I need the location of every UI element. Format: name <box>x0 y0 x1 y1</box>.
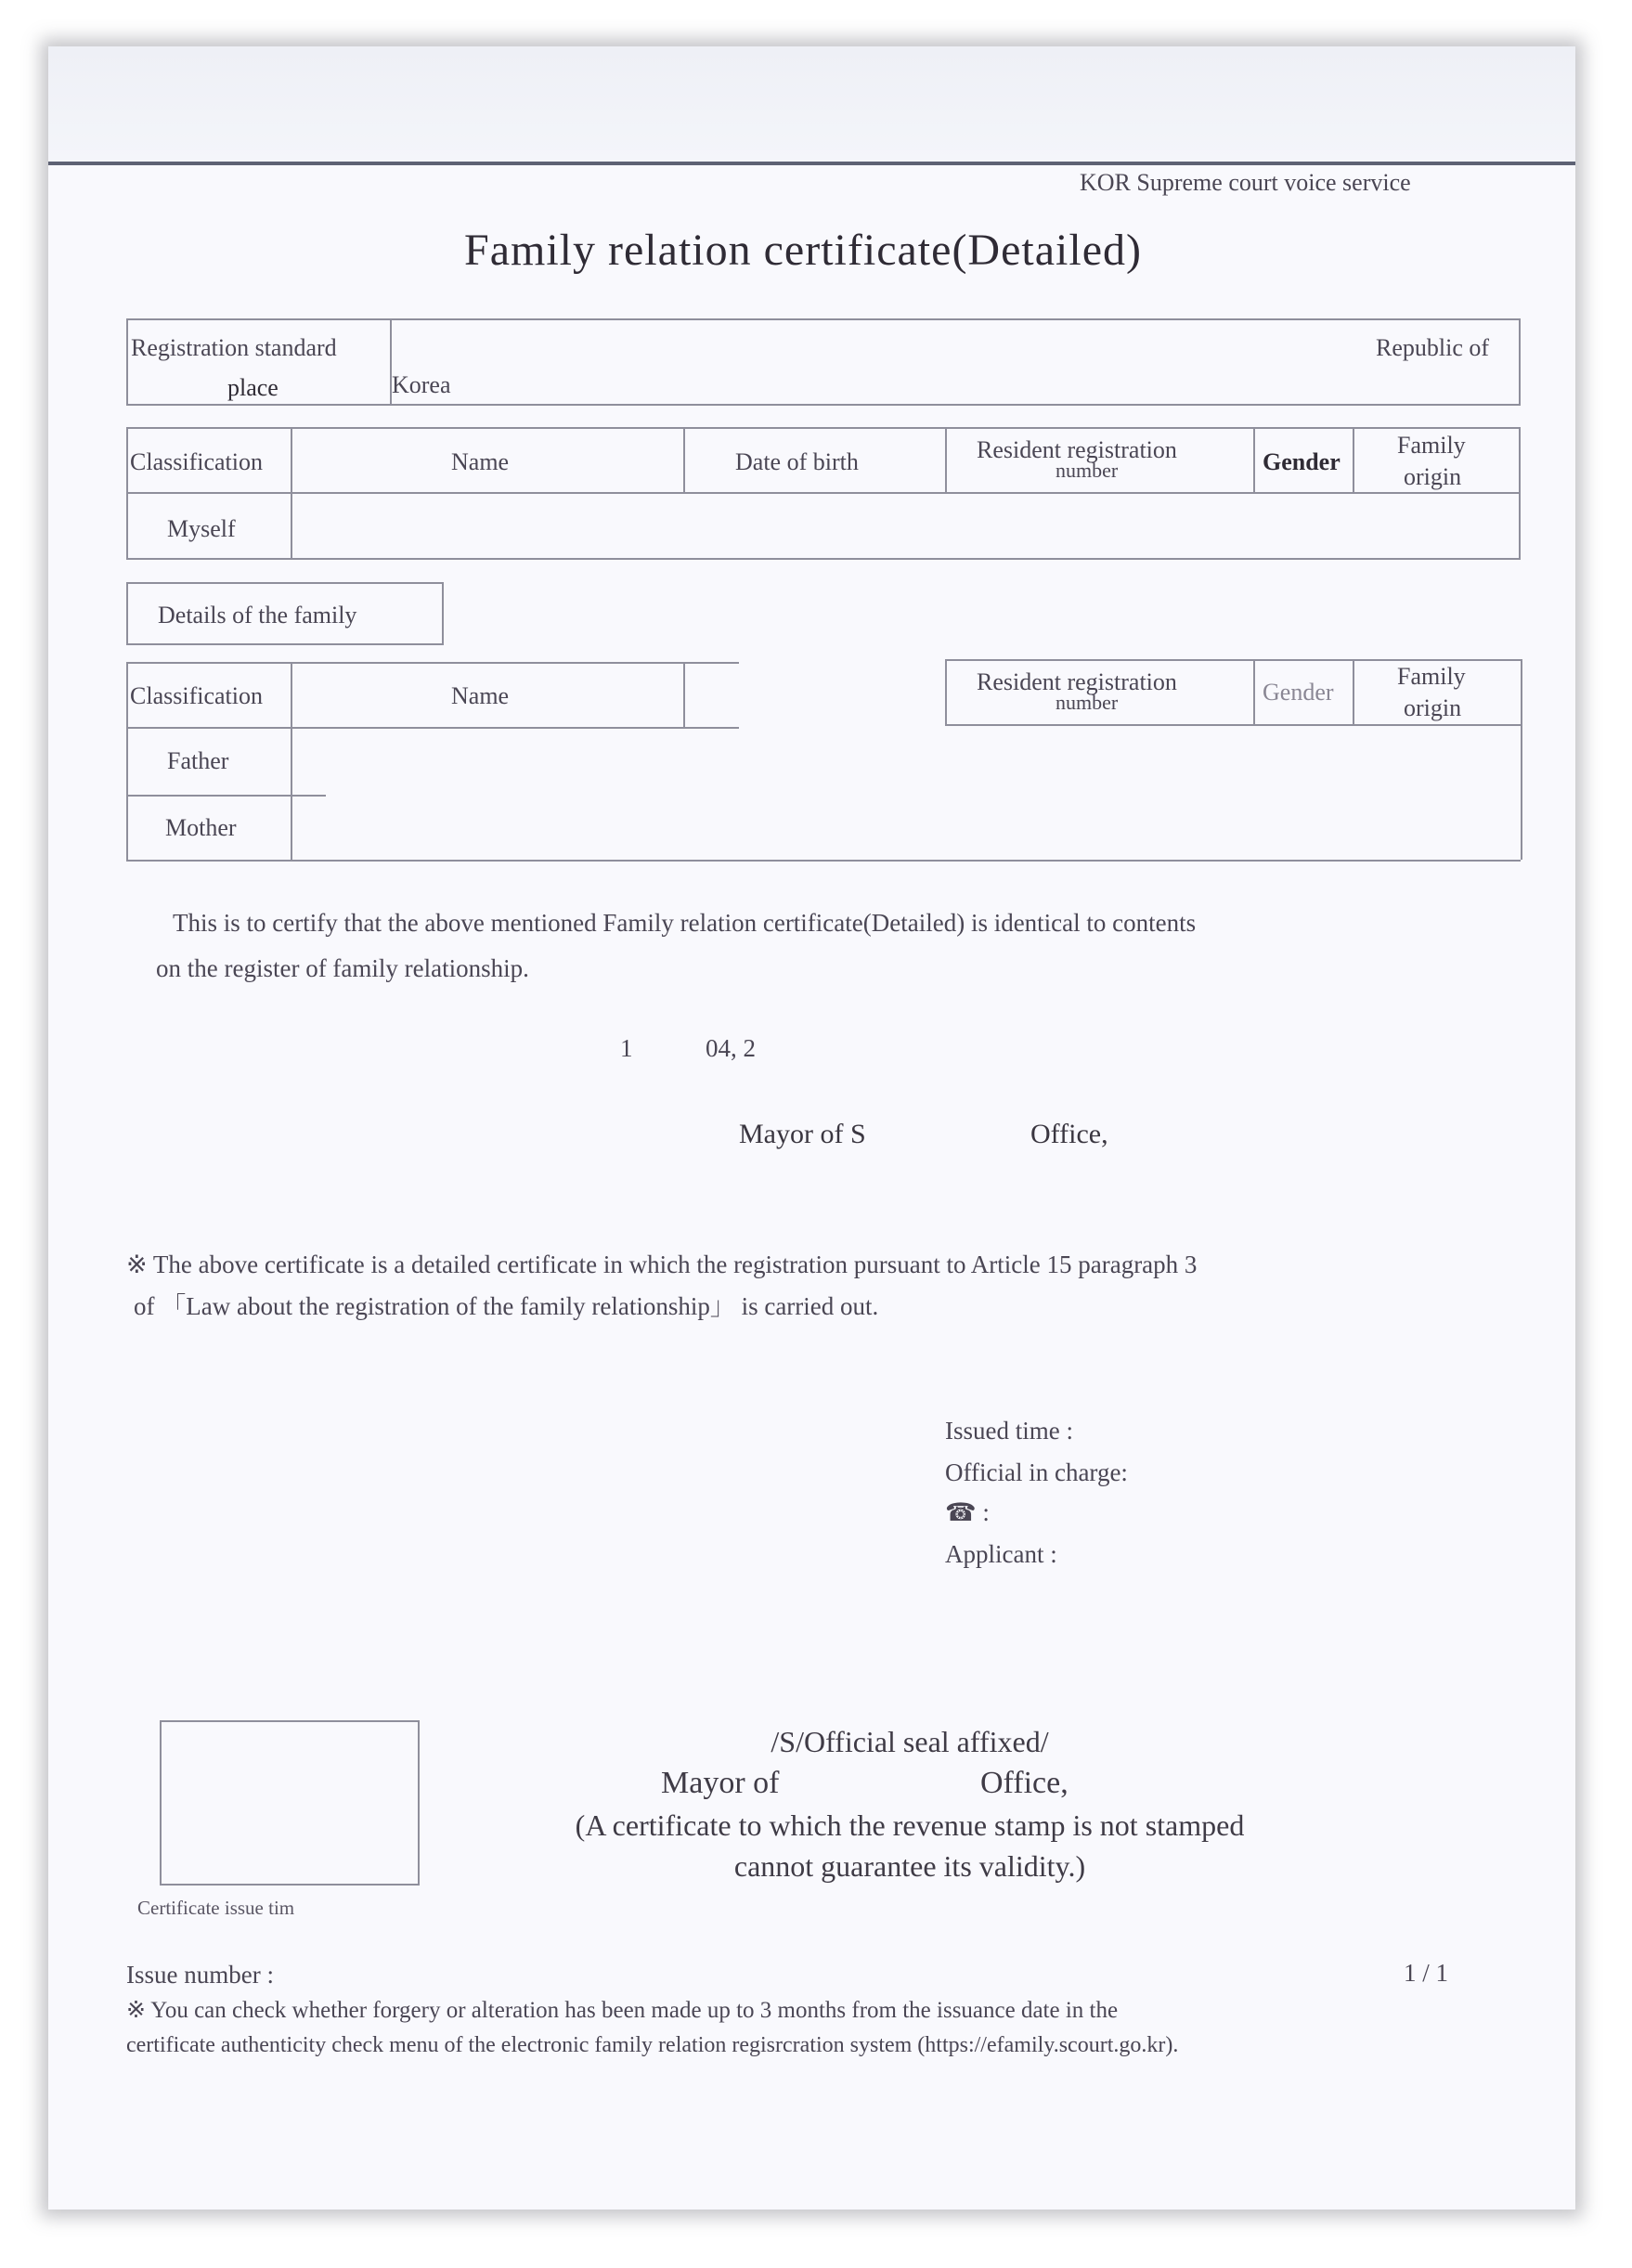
self-col-name: Name <box>451 448 510 475</box>
detail-note-line1: ※ The above certificate is a detailed certificate in which the registration pursuant to Article 15 paragraph 3 <box>126 1251 1198 1278</box>
footer-note-line2: certificate authenticity check menu of the electronic family relation regisrcration system (https://efamily.scourt.go.kr). <box>126 2033 1179 2057</box>
service-label: KOR Supreme court voice service <box>1080 169 1411 196</box>
self-col-resident-line2: number <box>1056 459 1119 482</box>
family-table-bottom <box>126 860 1521 862</box>
self-row-label: Myself <box>167 515 236 542</box>
certification-date-part2: 04, 2 <box>706 1034 756 1062</box>
phone-label: ☎ : <box>945 1498 990 1526</box>
seal-mayor-suffix: Office, <box>980 1766 1069 1800</box>
registration-label-line2: place <box>227 374 278 401</box>
self-col-divider-2 <box>683 427 685 492</box>
self-col-divider-1 <box>291 427 292 560</box>
self-col-classification: Classification <box>130 448 263 475</box>
family-col-divider-2 <box>683 662 685 727</box>
applicant-label: Applicant : <box>945 1540 1057 1568</box>
self-table-row-divider <box>126 492 1521 494</box>
page-number: 1 / 1 <box>1404 1959 1449 1987</box>
family-col-name: Name <box>451 682 510 709</box>
family-table-top-left <box>126 662 739 664</box>
family-col-gender: Gender <box>1263 679 1334 706</box>
family-col-divider-1 <box>291 662 292 860</box>
seal-mayor-prefix: Mayor of <box>661 1766 780 1800</box>
registration-box <box>126 318 1521 406</box>
certification-mayor-prefix: Mayor of S <box>739 1119 866 1149</box>
official-in-charge-label: Official in charge: <box>945 1458 1128 1486</box>
self-col-divider-3 <box>945 427 947 492</box>
self-col-gender: Gender <box>1263 448 1341 475</box>
self-col-divider-5 <box>1353 427 1354 492</box>
scan-header-band <box>48 46 1575 165</box>
seal-validity-line1: (A certificate to which the revenue stamp is not stamped <box>575 1808 1245 1842</box>
family-table-right-edge <box>1521 659 1522 860</box>
self-col-date-of-birth: Date of birth <box>735 448 859 475</box>
family-col-divider-4 <box>1253 659 1255 724</box>
family-row-mother: Mother <box>165 814 237 841</box>
registration-value-line1: Republic of <box>1376 334 1490 361</box>
family-header-divider-right <box>945 724 1521 726</box>
self-col-divider-4 <box>1253 427 1255 492</box>
certification-mayor-suffix: Office, <box>1030 1119 1108 1149</box>
footer-note-line1: ※ You can check whether forgery or alteration has been made up to 3 months from the issuance date in the <box>126 1998 1119 2023</box>
seal-validity-line2: cannot guarantee its validity.) <box>733 1849 1086 1883</box>
issued-time-label: Issued time : <box>945 1417 1073 1445</box>
detail-note-line2: of 「Law about the registration of the family relationship」 is carried out. <box>134 1292 879 1320</box>
family-col-divider-5 <box>1353 659 1354 724</box>
family-col-family-origin-line1: Family <box>1397 663 1466 690</box>
family-header-divider-left <box>126 727 739 729</box>
certification-line1: This is to certify that the above mentioned Family relation certificate(Detailed) is identical to contents <box>173 909 1197 937</box>
registration-value-line2: Korea <box>392 371 451 398</box>
family-table-left-edge <box>126 662 128 860</box>
family-col-resident-line1: Resident registration <box>977 668 1177 695</box>
family-col-divider-3 <box>945 659 947 724</box>
seal-line1: /S/Official seal affixed/ <box>771 1725 1049 1758</box>
revenue-stamp-box <box>160 1720 420 1886</box>
self-col-family-origin-line2: origin <box>1404 463 1462 490</box>
issue-number-label: Issue number : <box>126 1961 274 1989</box>
family-col-classification: Classification <box>130 682 263 709</box>
family-section-label: Details of the family <box>158 602 357 629</box>
self-col-family-origin-line1: Family <box>1397 432 1466 459</box>
certification-date-part1: 1 <box>620 1034 633 1062</box>
document-title: Family relation certificate(Detailed) <box>464 226 1142 275</box>
family-table-top-right <box>945 659 1521 661</box>
family-row-father: Father <box>167 747 229 774</box>
self-col-resident-line1: Resident registration <box>977 436 1177 463</box>
family-col-resident-line2: number <box>1056 691 1119 714</box>
stamp-caption: Certificate issue tim <box>137 1897 295 1919</box>
certification-line2: on the register of family relationship. <box>156 954 529 982</box>
registration-label-line1: Registration standard <box>131 334 337 361</box>
family-col-family-origin-line2: origin <box>1404 694 1462 721</box>
family-row-divider <box>126 795 326 797</box>
